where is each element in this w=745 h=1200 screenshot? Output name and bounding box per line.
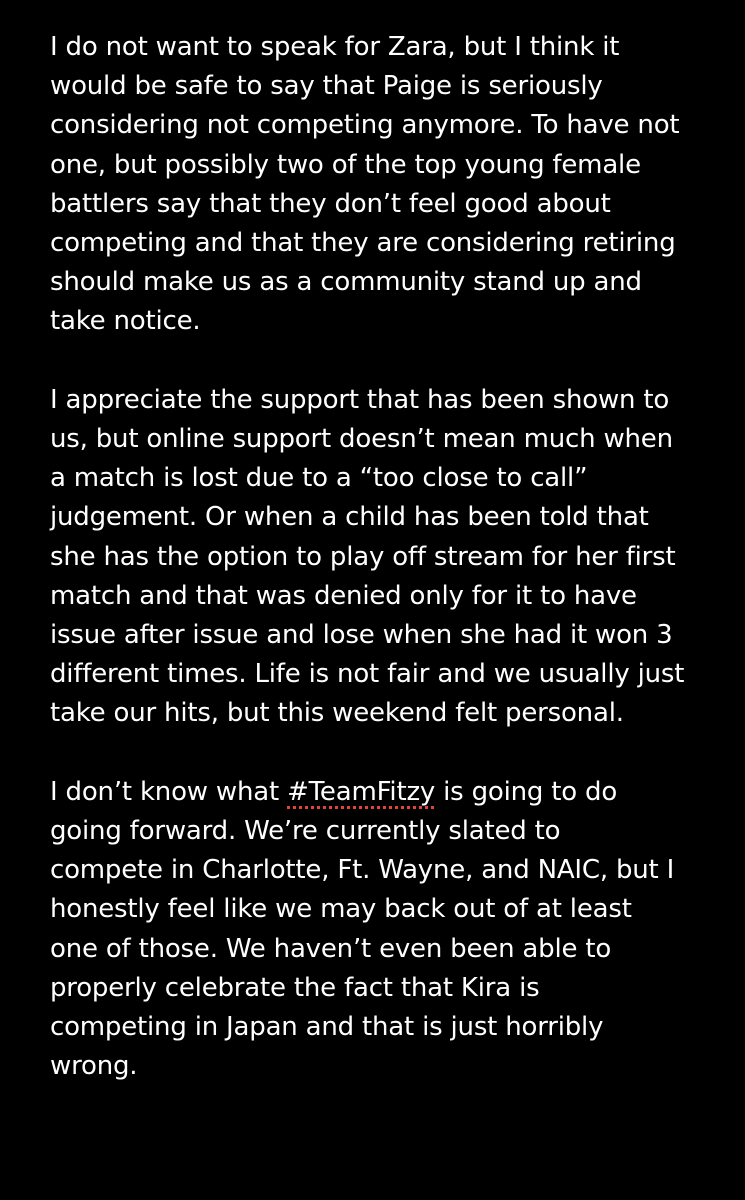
- hashtag-misspelled[interactable]: #TeamFitzy: [287, 776, 436, 807]
- text-line: properly celebrate the fact that Kira is: [50, 972, 540, 1003]
- text-line: judgement. Or when a child has been told that: [50, 502, 649, 533]
- text-line: honestly feel like we may back out of at least: [50, 894, 632, 925]
- paragraph-1: [50, 28, 720, 342]
- text-line: one, but possibly two of the top young female: [50, 149, 641, 180]
- text-line: match and that was denied only for it to have: [50, 580, 637, 611]
- text-line: battlers say that they don’t feel good about: [50, 188, 611, 219]
- text-line: I appreciate the support that has been shown to: [50, 384, 670, 415]
- text-line: take notice.: [50, 306, 201, 337]
- text-line: different times. Life is not fair and we usually just: [50, 659, 685, 690]
- text-line: wrong.: [50, 1051, 138, 1082]
- text-line: compete in Charlotte, Ft. Wayne, and NAIC, but I: [50, 855, 675, 886]
- text-line: competing and that they are considering retiring: [50, 228, 676, 259]
- text-line: would be safe to say that Paige is seriously: [50, 71, 603, 102]
- text-line: competing in Japan and that is just horribly: [50, 1012, 604, 1043]
- text-line: take our hits, but this weekend felt personal.: [50, 698, 624, 729]
- text-line: going forward. We’re currently slated to: [50, 816, 561, 847]
- text-line: should make us as a community stand up and: [50, 267, 642, 298]
- text-line: considering not competing anymore. To have not: [50, 110, 680, 141]
- text-line: she has the option to play off stream for her first: [50, 541, 676, 572]
- text-line: us, but online support doesn’t mean much when: [50, 424, 673, 455]
- paragraph-3: [50, 773, 720, 1087]
- text-line: issue after issue and lose when she had it won 3: [50, 620, 673, 651]
- text-line: a match is lost due to a “too close to call”: [50, 463, 588, 494]
- text-fragment: I don’t know what: [50, 776, 288, 807]
- text-fragment: is going to do: [435, 776, 618, 807]
- text-line: I do not want to speak for Zara, but I think it: [50, 32, 620, 62]
- note-body[interactable]: [50, 28, 720, 1086]
- paragraph-2: [50, 381, 720, 734]
- text-line: [50, 773, 720, 812]
- text-line: one of those. We haven’t even been able to: [50, 933, 612, 964]
